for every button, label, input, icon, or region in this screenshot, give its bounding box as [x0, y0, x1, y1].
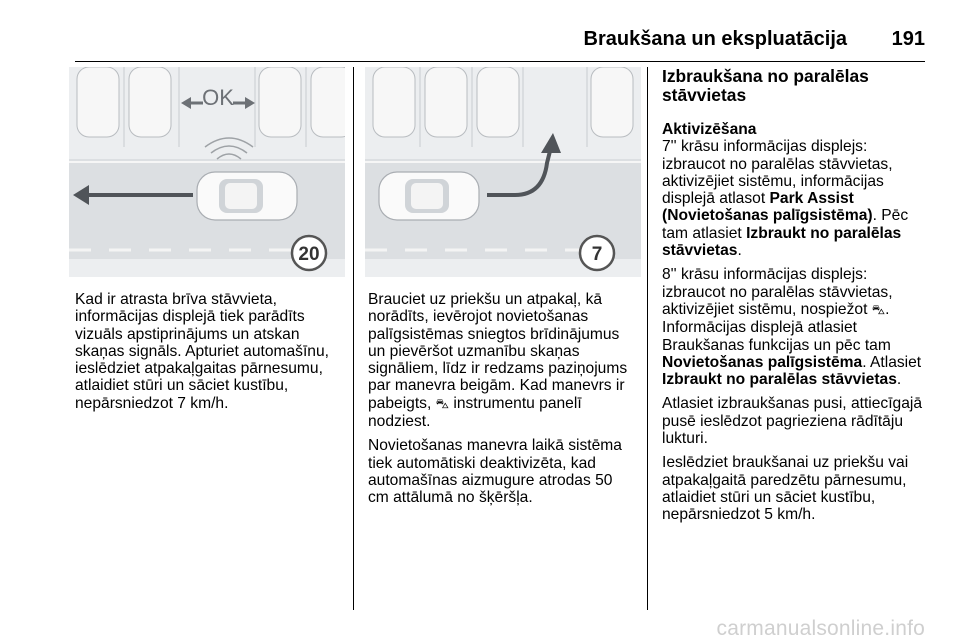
column3-text [662, 67, 930, 531]
figure-pull-forward [365, 67, 641, 277]
car-icon [379, 172, 479, 220]
paragraph: Novietošanas manevra laikā sistēma tiek automātiski deaktivizēta, kad automašīnas aizmugure atrodas 50 cm attālumā no šķēršļa. [368, 437, 622, 507]
paragraph: Ieslēdziet braukšanai uz priekšu vai atpakaļgaitā paredzētu pārnesumu, atlaidiet stūri un sāciet kustību, nepārsniedzot 5 km/h. [662, 454, 909, 524]
parked-car-icon [373, 67, 633, 137]
column2-text [368, 291, 640, 514]
figure-badge: 20 [298, 244, 320, 265]
parking-illustration [69, 67, 345, 277]
column1-text [75, 291, 347, 419]
header-rule [75, 61, 925, 62]
page-header [75, 20, 925, 56]
column-divider-1 [353, 67, 354, 610]
car-icon [197, 172, 297, 220]
paragraph: 7'' krāsu informācijas displejs: izbraucot no paralēlas stāvvietas, aktivizējiet sistēmu, informācijas displejā atlasot Park Assist (Novietošanas palīgsistēma). Pēc tam atlasiet Izbraukt no paralēlas stāvvietas. [662, 138, 909, 260]
chapter-title: Braukšana un ekspluatācija [583, 28, 847, 50]
maneuver-illustration [365, 67, 641, 277]
paragraph: Kad ir atrasta brīva stāvvieta, informācijas displejā tiek parādīts vizuāls apstiprinājums un atskan skaņas signāls. Apturiet automašīnu, ieslēdziet atpakaļgaitas pārnesumu, atlaidiet stūri un sāciet kustību, nepārsniedzot 7 km/h. [75, 291, 329, 412]
park-assist-button-icon: ⛍ [871, 302, 886, 318]
park-assist-icon: ⛍ [435, 396, 450, 412]
watermark: carmanualsonline.info [716, 617, 925, 640]
page-number: 191 [891, 28, 925, 50]
svg-text:OK: OK [202, 85, 234, 110]
figure-parking-spot-found [69, 67, 345, 277]
paragraph: 8'' krāsu informācijas displejs: izbraucot no paralēlas stāvvietas, aktivizējiet sistēmu, nospiežot ⛍. Informācijas displejā atlasiet Braukšanas funkcijas un pēc tam Novietošanas palīgsistēma. Atlasiet Izbraukt no paralēlas stāvvietas. [662, 266, 922, 389]
figure-badge: 7 [591, 244, 603, 265]
paragraph: Brauciet uz priekšu un atpakaļ, kā norādīts, ievērojot novietošanas palīgsistēmas sniegtos brīdinājumus un pievēršot uzmanību skaņas signāliem, līdz ir redzams paziņojums par manevra beigām. Kad manevrs ir pabeigts, ⛍ instrumentu panelī nodziest. [368, 291, 628, 431]
column-divider-2 [647, 67, 648, 610]
subsection-heading: Aktivizēšana [662, 121, 757, 138]
paragraph: Atlasiet izbraukšanas pusi, attiecīgajā pusē ieslēdzot pagrieziena rādītāju lukturi. [662, 395, 923, 448]
section-heading: Izbraukšana no paralēlas stāvvietas [662, 66, 869, 105]
